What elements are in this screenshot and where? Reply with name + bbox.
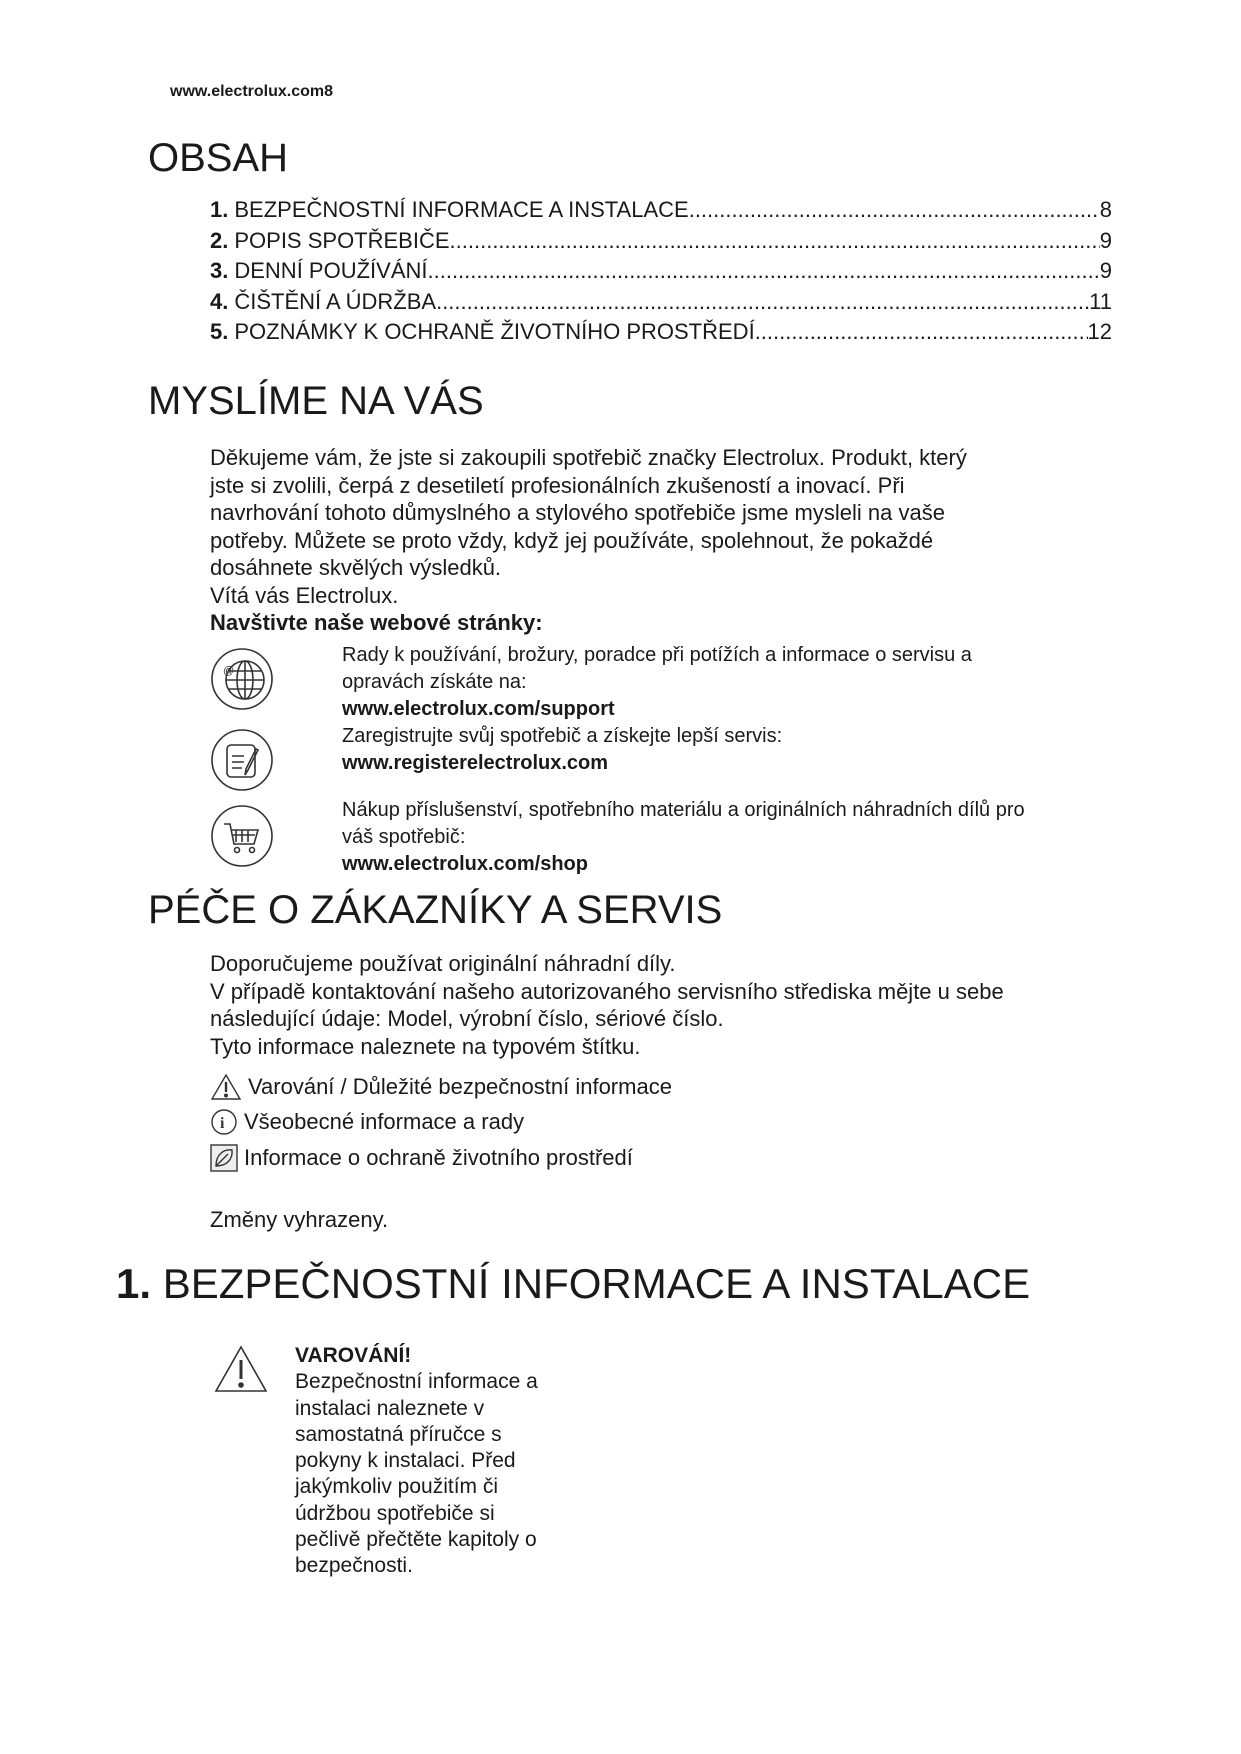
toc-num: 4. [210, 288, 229, 314]
intro-paragraph [210, 444, 967, 637]
text-line: samostatná příručce s [295, 1422, 502, 1446]
text-line: údržbou spotřebiče si [295, 1501, 495, 1525]
warning-title: VAROVÁNÍ! [295, 1344, 412, 1367]
toc-leader [689, 197, 1100, 223]
text-line: opravách získáte na: [342, 671, 527, 693]
text-line: jakýmkoliv použitím či [295, 1475, 499, 1499]
legend-item [210, 1069, 672, 1105]
legend-item [210, 1105, 672, 1141]
text-line: Nákup příslušenství, spotřebního materiálu a originálních náhradních dílů pro [342, 799, 1025, 821]
register-icon [210, 728, 274, 792]
svg-text:@: @ [223, 665, 235, 677]
changes-note: Změny vyhrazeny. [210, 1207, 389, 1232]
toc-num: 2. [210, 227, 229, 253]
section-title-care: PÉČE O ZÁKAZNÍKY A SERVIS [148, 888, 723, 932]
toc-title: OBSAH [148, 136, 289, 180]
support-info [342, 642, 972, 777]
text-line: váš spotřebič: [342, 826, 466, 848]
legend-item [210, 1140, 672, 1176]
toc-item[interactable] [210, 319, 1112, 350]
globe-icon [210, 647, 274, 711]
toc-item[interactable] [210, 228, 1112, 259]
toc-page: 11 [1089, 288, 1112, 314]
toc-num: 1. [210, 197, 229, 222]
toc-item[interactable] [210, 289, 1112, 320]
toc-num: 3. [210, 258, 229, 283]
warning-box [295, 1343, 538, 1580]
text-line: potřeby. Můžete se proto vždy, když jej používáte, spolehnout, že pokaždé [210, 527, 934, 553]
toc-label: POPIS SPOTŘEBIČE [234, 227, 450, 253]
register-link[interactable]: www.registerelectrolux.com [342, 752, 609, 774]
text-line: Zaregistrujte svůj spotřebič a získejte lepší servis: [342, 725, 783, 747]
toc-page: 8 [1099, 197, 1112, 222]
legend-text: Všeobecné informace a rady [244, 1109, 525, 1135]
toc-leader [428, 258, 1100, 284]
svg-text:i: i [220, 1115, 225, 1133]
section-title-thinking: MYSLÍME NA VÁS [148, 379, 484, 423]
text-line: Rady k používání, brožury, poradce při potížích a informace o servisu a [342, 644, 972, 666]
text-line: Bezpečnostní informace a [295, 1370, 538, 1394]
toc-item[interactable] [210, 197, 1112, 228]
toc-item[interactable] [210, 258, 1112, 289]
toc-page: 9 [1099, 258, 1112, 283]
visit-label: Navštivte naše webové stránky: [210, 610, 543, 635]
toc-leader [436, 289, 1089, 315]
cart-icon [210, 804, 274, 868]
toc-leader [755, 319, 1088, 345]
toc-label: BEZPEČNOSTNÍ INFORMACE A INSTALACE [234, 197, 689, 222]
warning-icon [213, 1344, 269, 1394]
toc-label: DENNÍ POUŽÍVÁNÍ [234, 258, 428, 283]
text-line: Vítá vás Electrolux. [210, 582, 399, 608]
text-line: pečlivě přečtěte kapitoly o [295, 1528, 537, 1552]
text-line: navrhování tohoto důmyslného a stylového spotřebiče jsme mysleli na vaše [210, 500, 945, 525]
toc-label: ČIŠTĚNÍ A ÚDRŽBA [234, 288, 437, 314]
text-line: pokyny k instalaci. Před [295, 1449, 516, 1473]
text-line: Tyto informace naleznete na typovém štítku. [210, 1033, 641, 1059]
text-line: Děkujeme vám, že jste si zakoupili spotřebič značky Electrolux. Produkt, který [210, 445, 967, 470]
toc-leader [450, 228, 1100, 254]
care-paragraph [210, 950, 1004, 1060]
legend-text: Informace o ochraně životního prostředí [244, 1144, 633, 1170]
table-of-contents [210, 197, 1112, 350]
leaf-icon [210, 1144, 238, 1172]
toc-page: 12 [1087, 319, 1112, 344]
section-1-heading [116, 1260, 1030, 1308]
text-line: dosáhnete skvělých výsledků. [210, 555, 502, 580]
info-icon [210, 1108, 238, 1136]
text-line: následující údaje: Model, výrobní číslo, sériové číslo. [210, 1006, 724, 1031]
toc-label: POZNÁMKY K OCHRANĚ ŽIVOTNÍHO PROSTŘEDÍ [234, 319, 755, 344]
text-line: jste si zvolili, čerpá z desetiletí profesionálních zkušeností a inovací. Při [210, 472, 905, 498]
text-line: V případě kontaktování našeho autorizovaného servisního střediska mějte u sebe [210, 978, 1004, 1004]
legend-text: Varování / Důležité bezpečnostní informace [248, 1073, 672, 1099]
text-line: instalaci naleznete v [295, 1396, 485, 1420]
shop-link[interactable]: www.electrolux.com/shop [342, 853, 588, 875]
toc-num: 5. [210, 319, 229, 344]
shop-info [342, 797, 1025, 878]
warning-icon [210, 1073, 242, 1101]
section-number: 1. [116, 1260, 152, 1307]
page-header-site: www.electrolux.com8 [170, 83, 334, 100]
toc-page: 9 [1099, 227, 1112, 253]
support-link[interactable]: www.electrolux.com/support [342, 698, 615, 720]
text-line: bezpečnosti. [295, 1554, 413, 1578]
symbol-legend [210, 1069, 672, 1176]
text-line: Doporučujeme používat originální náhradní díly. [210, 951, 676, 976]
section-title: BEZPEČNOSTNÍ INFORMACE A INSTALACE [162, 1260, 1031, 1307]
